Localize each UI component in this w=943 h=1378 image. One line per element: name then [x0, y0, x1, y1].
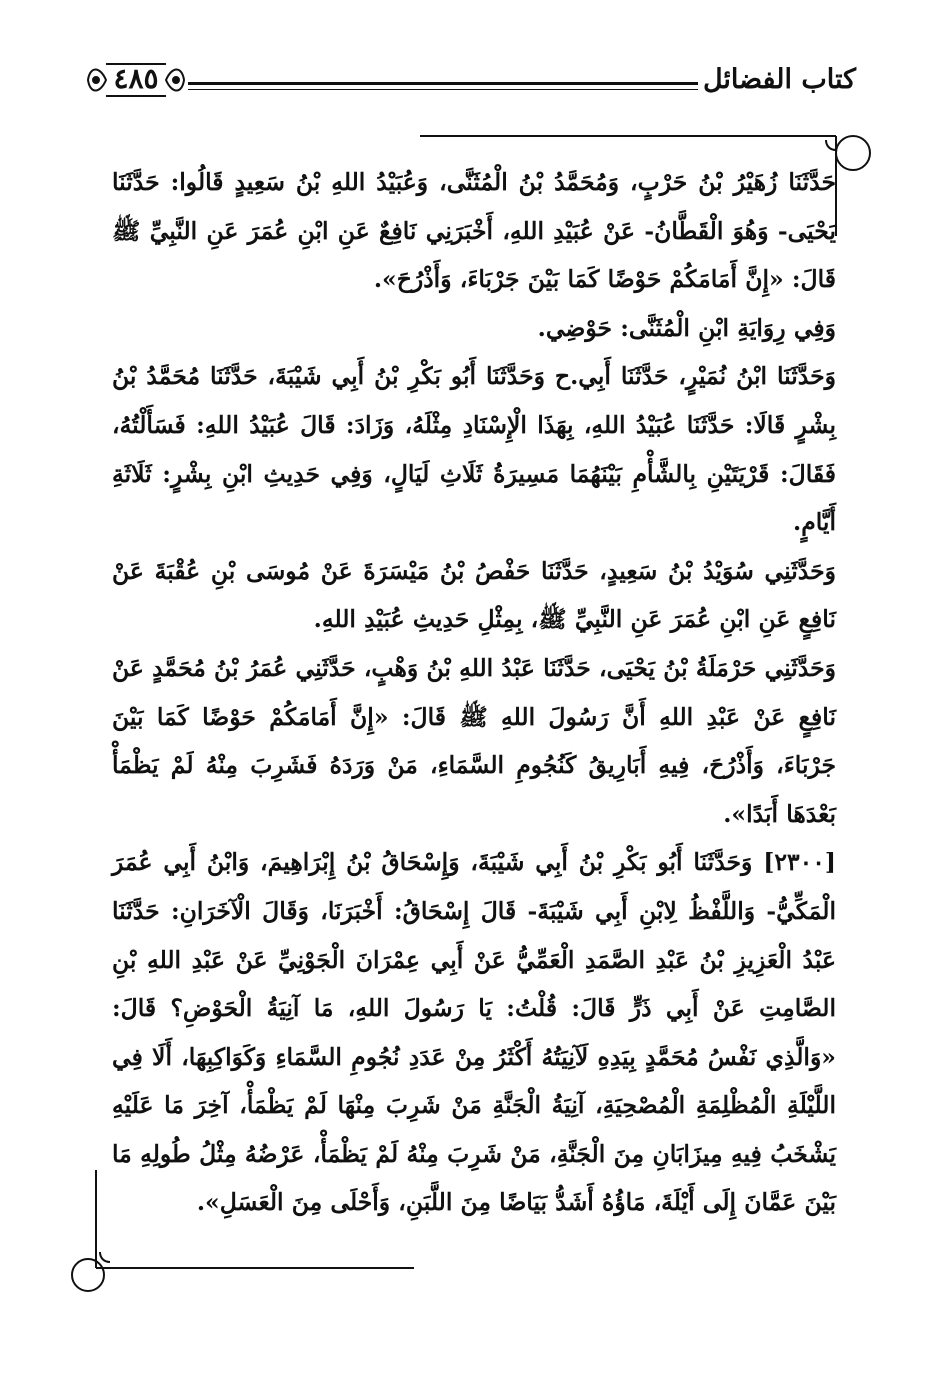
paragraph: وَحَدَّثَنِي حَرْمَلَةُ بْنُ يَحْيَى، حَدَّثَنَا عَبْدُ اللهِ بْنُ وَهْبٍ، حَدَّثَنِي عُمَرُ بْنُ مُحَمَّدٍ عَنْ نَافِعٍ عَنْ عَبْدِ اللهِ أَنَّ رَسُولَ اللهِ ﷺ قَالَ: «إِنَّ أَمَامَكُمْ حَوْضًا كَمَا بَيْنَ جَرْبَاءَ، وَأَذْرُحَ، فِيهِ أَبَارِيقُ كَنُجُومِ السَّمَاءِ، مَنْ وَرَدَهُ فَشَرِبَ مِنْهُ لَمْ يَظْمَأْ بَعْدَهَا أَبَدًا».	[112, 653, 836, 828]
paragraph: وَحَدَّثَنِي سُوَيْدُ بْنُ سَعِيدٍ، حَدَّثَنَا حَفْصُ بْنُ مَيْسَرَةَ عَنْ مُوسَى بْنِ عُقْبَةَ عَنْ نَافِعٍ عَنِ ابْنِ عُمَرَ عَنِ النَّبِيِّ ﷺ، بِمِثْلِ حَدِيثِ عُبَيْدِ اللهِ.	[112, 556, 836, 634]
page-header	[86, 56, 856, 104]
book-title: كتاب الفضائل	[702, 64, 856, 95]
paragraph: حَدَّثَنَا زُهَيْرُ بْنُ حَرْبٍ، وَمُحَمَّدُ بْنُ الْمُثَنَّى، وَعُبَيْدُ اللهِ بْنُ سَعِيدٍ قَالُوا: حَدَّثَنَا يَحْيَى- وَهُوَ الْقَطَّانُ- عَنْ عُبَيْدِ اللهِ، أَخْبَرَنِي نَافِعٌ عَنِ ابْنِ عُمَرَ عَنِ النَّبِيِّ ﷺ قَالَ: «إِنَّ أَمَامَكُمْ حَوْضًا كَمَا بَيْنَ جَرْبَاءَ، وَأَذْرُحَ».	[112, 168, 836, 294]
page-number: ٤٨٥	[113, 62, 159, 95]
paragraph: [٢٣٠٠] وَحَدَّثَنَا أَبُو بَكْرِ بْنُ أَبِي شَيْبَةَ، وَإِسْحَاقُ بْنُ إِبْرَاهِيمَ، وَابْنُ أَبِي عُمَرَ الْمَكِّيُّ- وَاللَّفْظُ لِابْنِ أَبِي شَيْبَةَ- قَالَ إِسْحَاقُ: أَخْبَرَنَا، وَقَالَ الْآخَرَانِ: حَدَّثَنَا عَبْدُ الْعَزِيزِ بْنُ عَبْدِ الصَّمَدِ الْعَمِّيُّ عَنْ أَبِي عِمْرَانَ الْجَوْنِيِّ عَنْ عَبْدِ اللهِ بْنِ الصَّامِتِ عَنْ أَبِي ذَرٍّ قَالَ: قُلْتُ: يَا رَسُولَ اللهِ، مَا آنِيَةُ الْحَوْضِ؟ قَالَ: «وَالَّذِي نَفْسُ مُحَمَّدٍ بِيَدِهِ لَآنِيَتُهُ أَكْثَرُ مِنْ عَدَدِ نُجُومِ السَّمَاءِ وَكَوَاكِبِهَا، أَلَا فِي اللَّيْلَةِ الْمُظْلِمَةِ الْمُصْحِيَةِ، آنِيَةُ الْجَنَّةِ مَنْ شَرِبَ مِنْهَا لَمْ يَظْمَأْ، آخِرَ مَا عَلَيْهِ يَشْخَبُ فِيهِ مِيزَابَانِ مِنَ الْجَنَّةِ، مَنْ شَرِبَ مِنْهُ لَمْ يَظْمَأْ، عَرْضُهُ مِثْلُ طُولِهِ مَا بَيْنَ عَمَّانَ إِلَى أَيْلَةَ، مَاؤُهُ أَشَدُّ بَيَاضًا مِنَ اللَّبَنِ، وَأَحْلَى مِنَ الْعَسَلِ».	[112, 848, 836, 1217]
main-text	[112, 158, 836, 1227]
header-rule	[188, 82, 698, 85]
header-rule-thin	[188, 89, 698, 90]
paragraph: وَحَدَّثَنَا ابْنُ نُمَيْرٍ، حَدَّثَنَا أَبِي.ح وَحَدَّثَنَا أَبُو بَكْرِ بْنُ أَبِي شَيْبَةَ، حَدَّثَنَا مُحَمَّدُ بْنُ بِشْرٍ قَالَا: حَدَّثَنَا عُبَيْدُ اللهِ، بِهَذَا الْإِسْنَادِ مِثْلَهُ، وَزَادَ: قَالَ عُبَيْدُ اللهِ: فَسَأَلْتُهُ، فَقَالَ: قَرْيَتَيْنِ بِالشَّأْمِ بَيْنَهُمَا مَسِيرَةُ ثَلَاثِ لَيَالٍ، وَفِي حَدِيثِ ابْنِ بِشْرٍ: ثَلَاثَةِ أَيَّامٍ.	[112, 362, 836, 537]
paragraph: وَفِي رِوَايَةِ ابْنِ الْمُثَنَّى: حَوْضِي.	[537, 313, 836, 342]
